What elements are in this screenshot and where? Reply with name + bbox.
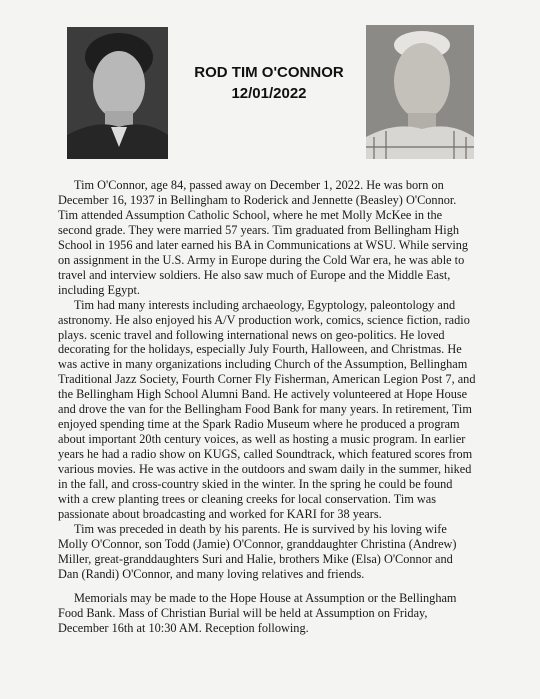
obituary-header xyxy=(175,62,363,104)
obituary-body xyxy=(58,178,476,636)
paragraph-survivors: Tim was preceded in death by his parents. He is survived by his loving wife Molly O'Connor, son Todd (Jamie) O'Connor, granddaughter Christina (Andrew) Miller, great-granddaughters Suri and Halie, brothers Mike (Elsa) O'Connor and Dan (Randi) O'Connor, and many loving relatives and friends. xyxy=(58,521,457,581)
young-portrait-photo xyxy=(67,27,168,159)
obituary-date: 12/01/2022 xyxy=(231,85,307,102)
paragraph-memorials: Memorials may be made to the Hope House at Assumption or the Bellingham Food Bank. Mass of Christian Burial will be held at Assumption on Friday, December 16th at 10:30 AM. Reception following. xyxy=(58,590,457,635)
elder-portrait-photo xyxy=(366,25,474,159)
paragraph-biography: Tim O'Connor, age 84, passed away on December 1, 2022. He was born on December 16, 1937 in Bellingham to Roderick and Jennette (Beasley) O'Connor. Tim attended Assumption Catholic School, where he met Molly McKee in the second grade. They were married 57 years. Tim graduated from Bellingham High School in 1956 and later earned his BA in Communications at WSU. While serving on assignment in the U.S. Army in Europe during the Cold War era, he was able to travel and interview soldiers. He also saw much of Europe and the Middle East, including Egypt. xyxy=(58,178,469,297)
deceased-name: ROD TIM O'CONNOR xyxy=(194,64,344,81)
paragraph-interests: Tim had many interests including archaeology, Egyptology, paleontology and astronomy. He also enjoyed his A/V production work, comics, science fiction, radio plays. scenic travel and following international news on geo-politics. He loved decorating for the holidays, especially July Fourth, Halloween, and Christmas. He was active in many organizations including Church of the Assumption, Bellingham Traditional Jazz Society, Fourth Corner Fly Fisherman, American Legion Post 7, and the Bellingham High School Alumni Band. He actively volunteered at Hope House and drove the van for the Bellingham Food Bank for many years. In retirement, Tim enjoyed spending time at the Spark Radio Museum where he produced a program about important 20th century voices, as well as hosting a music program. In earlier years he had a radio show on KUGS, called Soundtrack, which featured scores from various movies. He was active in the outdoors and swam daily in the summer, hiked in the fall, and cross-country skied in the winter. In the spring he could be found with a crew planting trees or cleaning creeks for local conservation. Tim was passionate about broadcasting and worked for KARI for 38 years. xyxy=(58,297,476,521)
